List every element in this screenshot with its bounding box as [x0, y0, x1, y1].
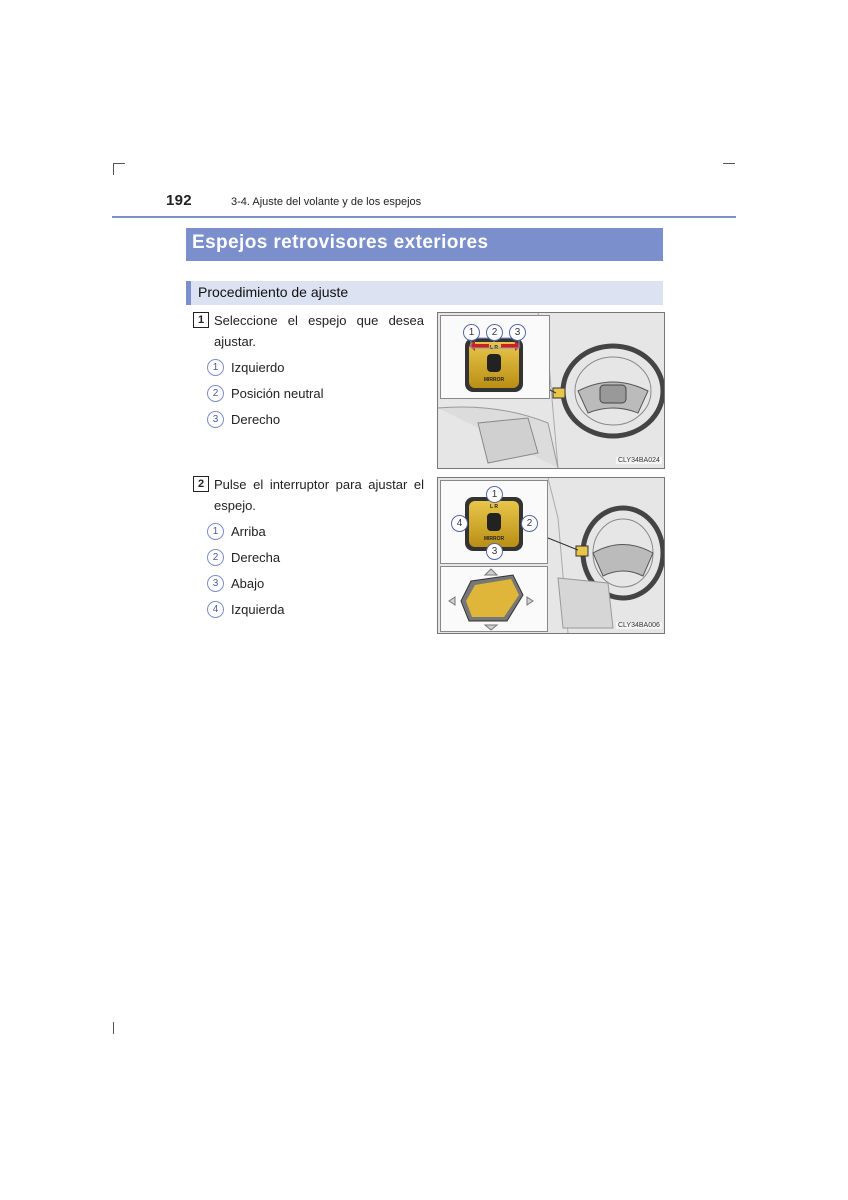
- option-number: 2: [207, 385, 224, 402]
- section-path: 3-4. Ajuste del volante y de los espejos: [231, 196, 422, 208]
- option-label: Izquierda: [231, 601, 285, 617]
- step-1-option-3: [207, 410, 280, 428]
- subsection-bar: [186, 281, 663, 305]
- callout-4: 4: [451, 515, 468, 532]
- option-label: Posición neutral: [231, 385, 324, 401]
- step-2-option-1: [207, 522, 266, 540]
- page-title: Espejos retrovisores exteriores: [192, 232, 489, 253]
- option-label: Derecho: [231, 411, 281, 427]
- figure-code: CLY34BA006: [618, 622, 660, 629]
- step-2-option-2: [207, 548, 280, 566]
- step-2-option-4: [207, 600, 284, 618]
- option-label: Abajo: [231, 575, 265, 591]
- switch-knob-icon: [487, 513, 501, 531]
- option-number: 2: [207, 549, 224, 566]
- crop-mark-top-right-h: [723, 163, 735, 164]
- option-label: Arriba: [231, 523, 266, 539]
- step-2-number: 2: [193, 476, 209, 492]
- lr-label: L R: [490, 504, 498, 510]
- step-2-text: Pulse el interruptor para ajustar el espejo.: [214, 477, 424, 513]
- switch-label: MIRROR: [483, 377, 505, 383]
- mirror-glass-icon: [441, 567, 547, 631]
- option-number: 1: [207, 523, 224, 540]
- option-number: 1: [207, 359, 224, 376]
- subsection-title: Procedimiento de ajuste: [198, 284, 349, 300]
- step-1-number: 1: [193, 312, 209, 328]
- callout-3: 3: [509, 324, 526, 341]
- step-1-option-2: [207, 384, 324, 402]
- switch-inset: [440, 315, 550, 399]
- crop-mark-bottom-left-v: [113, 1022, 114, 1034]
- figure-mirror-select: [437, 312, 665, 469]
- step-1-option-1: [207, 358, 284, 376]
- subsection-accent: [186, 281, 191, 305]
- crop-mark-top-left-v: [113, 163, 114, 175]
- switch-label: MIRROR: [483, 536, 505, 542]
- figure-code: CLY34BA024: [618, 457, 660, 464]
- figure-mirror-adjust: [437, 477, 665, 634]
- callout-1: 1: [486, 486, 503, 503]
- option-number: 3: [207, 411, 224, 428]
- page-number: 192: [166, 192, 192, 209]
- option-label: Izquierdo: [231, 359, 285, 375]
- step-1-text: Seleccione el espejo que desea ajustar.: [214, 313, 424, 349]
- mirror-switch-face: [469, 501, 519, 547]
- callout-2: 2: [486, 324, 503, 341]
- title-bar: [186, 228, 663, 261]
- mirror-glass-inset: [440, 566, 548, 632]
- switch-inset: [440, 480, 548, 564]
- option-label: Derecha: [231, 549, 281, 565]
- header-rule: [112, 216, 736, 218]
- lr-label: L R: [490, 345, 498, 351]
- crop-mark-top-left-h: [113, 163, 125, 164]
- option-number: 4: [207, 601, 224, 618]
- callout-1: 1: [463, 324, 480, 341]
- option-number: 3: [207, 575, 224, 592]
- callout-3: 3: [486, 543, 503, 560]
- callout-2: 2: [521, 515, 538, 532]
- step-2-option-3: [207, 574, 264, 592]
